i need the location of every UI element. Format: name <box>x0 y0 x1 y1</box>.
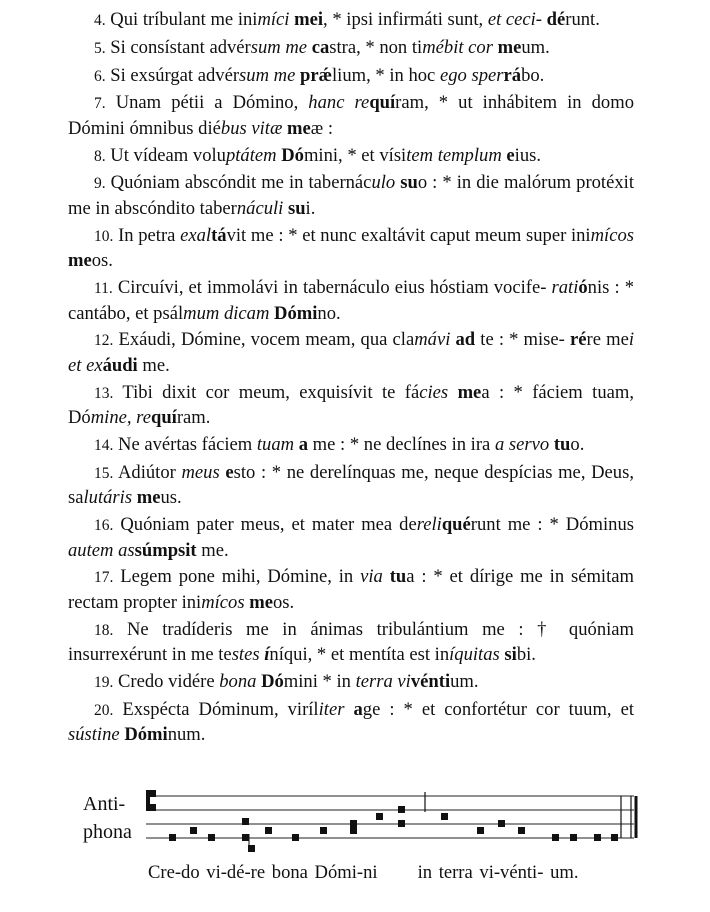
verse-text: me <box>136 487 161 509</box>
neume <box>594 834 601 841</box>
verse-text: náculi <box>236 197 288 219</box>
psalm-verse <box>68 698 634 748</box>
neume <box>441 813 448 820</box>
neume <box>190 827 197 834</box>
verse-text: stes <box>231 644 265 666</box>
antiphon-label-line1: Anti- <box>83 793 126 815</box>
neume <box>242 818 249 825</box>
verse-text: su <box>287 197 306 219</box>
verse-text: míci <box>257 9 290 30</box>
neume <box>265 827 272 834</box>
neume <box>242 834 249 841</box>
verse-text: Exáudi, Dómine, vocem meam, qua cla <box>113 329 415 351</box>
verse-text: mini, * et vísi <box>303 144 407 166</box>
psalm-text <box>68 8 634 750</box>
verse-number: 15. <box>94 464 114 482</box>
verse-text: num. <box>167 724 206 746</box>
verse-text: e <box>506 144 515 166</box>
verse-text: e <box>225 461 234 483</box>
verse-number: 13. <box>94 384 114 402</box>
verse-text: ram. <box>176 407 211 429</box>
verse-text: hanc re <box>308 92 370 114</box>
antiphon-label-line2: phona <box>83 821 132 843</box>
psalm-verse <box>68 565 634 615</box>
neume <box>552 834 559 841</box>
verse-text: os. <box>272 591 295 613</box>
verse-text: ré <box>570 329 587 351</box>
neume <box>350 820 357 827</box>
verse-text: me. <box>196 539 229 561</box>
verse-number: 9. <box>94 175 106 193</box>
verse-text: Adiútor <box>113 461 182 483</box>
verse-text: iter <box>318 698 354 720</box>
neume <box>398 820 405 827</box>
verse-text: re me <box>586 329 629 351</box>
psalm-verse <box>68 91 634 141</box>
neume <box>169 834 176 841</box>
verse-text: quí <box>150 407 177 429</box>
verse-text: áudi <box>102 354 138 376</box>
verse-text: stra, * non ti <box>329 36 423 58</box>
psalm-verse <box>68 670 634 696</box>
verse-text: ulo <box>371 172 401 194</box>
verse-text: terra vi <box>355 670 411 692</box>
verse-text: a <box>298 433 309 455</box>
verse-text: rá <box>503 64 522 86</box>
antiphon-lyrics-part1: Cre-do vi-dé-re bona Dómi-ni <box>148 862 378 883</box>
verse-text: nis : * cantábo, et psál <box>68 277 634 324</box>
verse-text: um. <box>450 670 479 692</box>
neumes <box>169 806 618 852</box>
verse-text: tu <box>553 433 571 455</box>
verse-number: 19. <box>94 673 114 691</box>
verse-text: bo. <box>521 64 545 86</box>
psalm-verse <box>68 36 634 62</box>
verse-number: 11. <box>94 280 113 298</box>
verse-text: íquitas <box>449 644 505 666</box>
verse-text: sum me <box>239 64 300 86</box>
verse-text: Legem pone mihi, Dómine, in <box>113 566 361 588</box>
verse-text: bus vitæ <box>220 117 288 139</box>
verse-text: i et ex <box>68 329 634 376</box>
verse-text: ca <box>311 36 330 58</box>
verse-text: sum me <box>250 36 312 58</box>
verse-text: Dó <box>281 144 304 166</box>
verse-text: me <box>457 381 482 403</box>
verse-text: mícos <box>201 591 250 613</box>
verse-text: me <box>497 36 522 58</box>
neume <box>611 834 618 841</box>
psalm-verse <box>68 433 634 459</box>
verse-text: su <box>400 172 418 194</box>
verse-text: me <box>68 250 92 272</box>
verse-text: ius. <box>514 144 542 166</box>
psalm-verse <box>68 276 634 326</box>
verse-text: me <box>249 591 273 613</box>
verse-text: runt me : * Dóminus <box>470 514 634 536</box>
verse-number: 6. <box>94 67 106 85</box>
verse-text: mini * in <box>283 670 356 692</box>
neume <box>248 845 255 852</box>
verse-text: ad <box>455 329 476 351</box>
verse-text: tem templum <box>406 144 507 166</box>
verse-text: Dómi <box>124 724 168 746</box>
psalm-verse <box>68 224 634 274</box>
verse-text: sústine <box>68 724 125 746</box>
verse-text: Ut vídeam volu <box>105 144 226 166</box>
verse-text: tá <box>211 224 227 246</box>
verse-text: Qui tríbulant me ini <box>105 9 258 30</box>
verse-text: ego sper <box>439 64 504 86</box>
chant-staff <box>0 782 710 862</box>
verse-number: 7. <box>94 95 106 113</box>
verse-text: ge : * et confortétur cor tuum, et <box>362 698 634 720</box>
verse-text: ram, * ut inhábitem in domo Dómini ómnibus dié <box>68 92 634 139</box>
verse-text: ptátem <box>225 144 282 166</box>
verse-text: Ne tradíderis me in ánimas tribulántium me : † quóniam insurrexérunt in me te <box>68 618 634 666</box>
verse-text: í <box>264 644 270 666</box>
verse-text: , * ipsi infirmáti sunt, <box>323 9 488 30</box>
verse-text: a <box>353 698 363 720</box>
verse-text: si <box>504 644 517 666</box>
neume <box>498 820 505 827</box>
verse-text: vénti <box>410 670 451 692</box>
staff-lines <box>146 796 634 838</box>
verse-text: a : * fáciem tuam, Dó <box>68 381 634 429</box>
verse-text: a : * et dírige me in sémitam rectam propter ini <box>68 566 634 613</box>
neume <box>570 834 577 841</box>
verse-text: Si exsúrgat advér <box>105 64 240 86</box>
verse-text: Si consístant advér <box>105 36 251 58</box>
verse-text: æ : <box>310 117 333 139</box>
psalm-verse <box>68 513 634 563</box>
neume <box>477 827 484 834</box>
verse-number: 20. <box>94 701 114 719</box>
verse-text: autem as <box>68 539 135 561</box>
antiphon-lyrics-part2: in terra vi-vénti- um. <box>417 862 579 883</box>
neume <box>320 827 327 834</box>
verse-text: bona <box>219 670 262 692</box>
psalm-verse <box>68 381 634 431</box>
verse-text: mébit cor <box>422 36 498 58</box>
verse-text: quí <box>369 92 396 114</box>
psalm-verse <box>68 8 634 34</box>
verse-text: et ceci- <box>487 9 542 30</box>
neume <box>350 827 357 834</box>
verse-text: Ne avértas fáciem <box>113 433 257 455</box>
verse-text: o. <box>570 433 585 455</box>
verse-text: tu <box>389 566 407 588</box>
verse-text: Dó <box>261 670 284 692</box>
verse-text: Tibi dixit cor meum, exquisívit te fá <box>113 381 420 403</box>
neume <box>398 806 405 813</box>
verse-text: rati <box>551 277 579 299</box>
verse-text: mum dicam <box>183 302 275 324</box>
verse-text: a servo <box>494 433 550 455</box>
verse-text: um. <box>521 36 550 58</box>
verse-text: exal <box>180 224 212 246</box>
neume <box>292 834 299 841</box>
verse-text: qué <box>441 514 471 536</box>
verse-text: sto : * ne derelínquas me, neque despícias me, Deus, sa <box>68 461 634 509</box>
verse-text: níqui, * et mentíta est in <box>269 644 450 666</box>
psalm-verse <box>68 144 634 170</box>
psalm-verse <box>68 618 634 668</box>
verse-number: 18. <box>94 621 114 639</box>
verse-text: Quóniam pater meus, et mater mea de <box>113 514 417 536</box>
verse-number: 4. <box>94 12 106 29</box>
verse-number: 8. <box>94 147 106 165</box>
verse-text: lutáris <box>83 487 137 509</box>
verse-text: lium, * in hoc <box>332 64 440 86</box>
verse-text: prǽ <box>299 64 333 86</box>
verse-text: meus <box>181 461 226 483</box>
verse-text: Dómi <box>274 302 318 324</box>
verse-text: me. <box>137 354 170 376</box>
verse-number: 12. <box>94 332 114 350</box>
verse-number: 16. <box>94 517 114 535</box>
verse-text: mávi <box>414 329 456 351</box>
verse-text: vit me : * et nunc exaltávit caput meum super ini <box>226 224 591 246</box>
verse-text: us. <box>160 487 182 509</box>
verse-text: me : * ne declínes in ira <box>308 433 495 455</box>
verse-text: te : * mise- <box>475 329 565 351</box>
psalm-verse <box>68 64 634 90</box>
verse-text: Exspécta Dóminum, viríl <box>113 698 319 720</box>
verse-number: 10. <box>94 227 114 245</box>
verse-text: Circuívi, et immolávi in tabernáculo eius hóstiam vocife- <box>112 277 547 299</box>
bar-lines <box>425 792 636 838</box>
verse-text: mine, re <box>90 407 151 429</box>
verse-text: súmpsit <box>134 539 197 561</box>
verse-text: mei <box>294 9 324 30</box>
verse-text: Quóniam abscóndit me in tabernác <box>105 172 372 194</box>
verse-text: Credo vidére <box>113 670 220 692</box>
verse-text: In petra <box>113 224 181 246</box>
verse-text: me <box>287 117 311 139</box>
psalm-verse <box>68 461 634 511</box>
verse-text: cies <box>419 381 458 403</box>
verse-text: ó <box>578 277 588 299</box>
verse-text: runt. <box>565 9 600 30</box>
psalm-verse <box>68 328 634 378</box>
verse-text: mícos <box>590 224 634 246</box>
clef <box>146 790 156 811</box>
verse-text: os. <box>91 250 113 272</box>
psalm-verse <box>68 171 634 221</box>
neume <box>208 834 215 841</box>
verse-text: tuam <box>256 433 299 455</box>
verse-text: i. <box>305 197 316 219</box>
verse-text: o : * in die malórum protéxit me in abscóndito taber <box>68 172 634 219</box>
verse-text: Unam pétii a Dómino, <box>105 92 309 114</box>
verse-number: 17. <box>94 569 114 587</box>
verse-text: bi. <box>516 644 536 666</box>
verse-text: via <box>360 566 390 588</box>
verse-text: dé <box>546 9 566 30</box>
verse-text: no. <box>317 302 341 324</box>
verse-number: 14. <box>94 436 114 454</box>
neume <box>376 813 383 820</box>
verse-text: reli <box>416 514 442 536</box>
antiphon-lyrics <box>148 862 578 884</box>
verse-number: 5. <box>94 39 106 57</box>
neume <box>518 827 525 834</box>
